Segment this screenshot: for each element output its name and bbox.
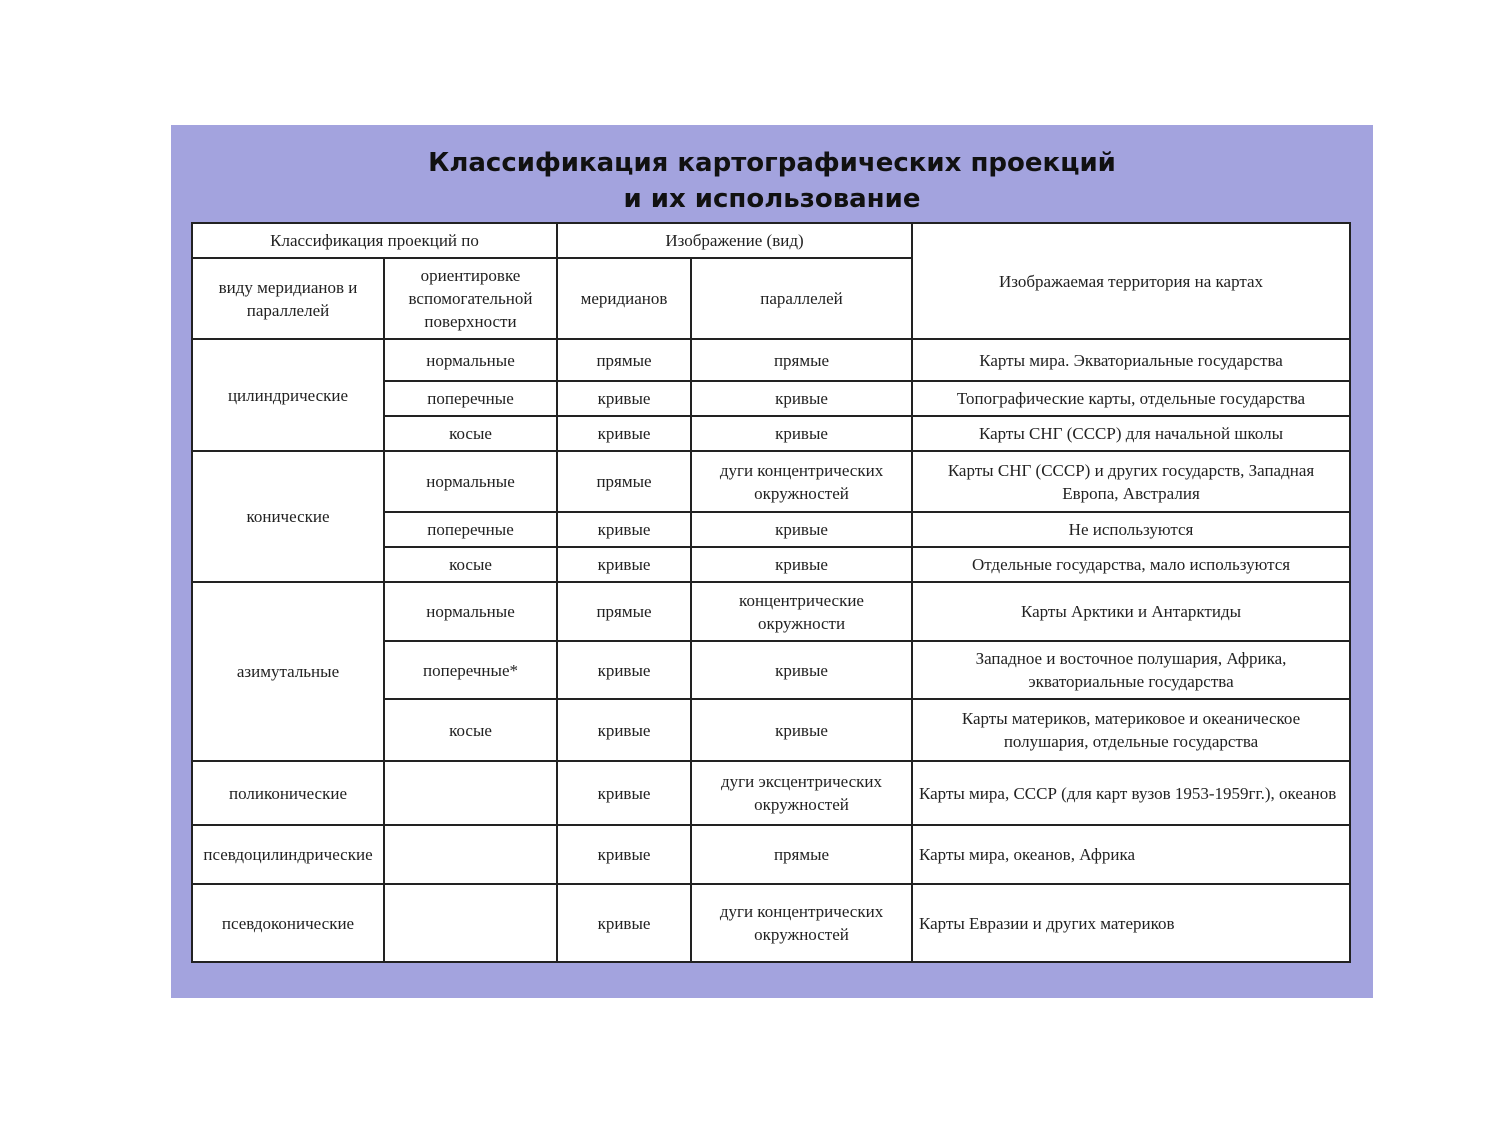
header-by-orientation: ориентировке вспомогательной поверхности: [384, 258, 557, 339]
header-image: Изображение (вид): [557, 223, 912, 258]
slide-title: [171, 145, 1373, 217]
meridians-cell: кривые: [557, 547, 691, 582]
projection-type-cell: конические: [192, 451, 384, 582]
meridians-cell: кривые: [557, 416, 691, 451]
territory-cell: Карты СНГ (СССР) и других государств, Западная Европа, Австралия: [912, 451, 1350, 512]
table-row: [192, 761, 1350, 825]
meridians-cell: кривые: [557, 381, 691, 416]
orientation-cell: [384, 825, 557, 884]
table-row: [192, 884, 1350, 962]
meridians-cell: прямые: [557, 451, 691, 512]
orientation-cell: [384, 761, 557, 825]
parallels-cell: концентрические окружности: [691, 582, 912, 641]
parallels-cell: кривые: [691, 381, 912, 416]
orientation-cell: поперечные*: [384, 641, 557, 699]
parallels-cell: дуги концентрических окружностей: [691, 451, 912, 512]
parallels-cell: кривые: [691, 547, 912, 582]
meridians-cell: прямые: [557, 339, 691, 381]
meridians-cell: кривые: [557, 884, 691, 962]
parallels-cell: кривые: [691, 416, 912, 451]
header-meridians: меридианов: [557, 258, 691, 339]
table-row: [192, 825, 1350, 884]
orientation-cell: нормальные: [384, 339, 557, 381]
table-row: [192, 451, 1350, 512]
orientation-cell: [384, 884, 557, 962]
projection-type-cell: цилиндрические: [192, 339, 384, 451]
orientation-cell: косые: [384, 547, 557, 582]
territory-cell: Не используются: [912, 512, 1350, 547]
territory-cell: Карты Арктики и Антарктиды: [912, 582, 1350, 641]
territory-cell: Топографические карты, отдельные государства: [912, 381, 1350, 416]
projection-type-cell: псевдоконические: [192, 884, 384, 962]
header-parallels: параллелей: [691, 258, 912, 339]
territory-cell: Карты СНГ (СССР) для начальной школы: [912, 416, 1350, 451]
meridians-cell: прямые: [557, 582, 691, 641]
orientation-cell: нормальные: [384, 451, 557, 512]
territory-cell: Карты Евразии и других материков: [912, 884, 1350, 962]
projections-table: [191, 222, 1351, 963]
header-by-meridians: виду меридианов и параллелей: [192, 258, 384, 339]
header-row-1: [192, 223, 1350, 258]
parallels-cell: кривые: [691, 699, 912, 761]
territory-cell: Западное и восточное полушария, Африка, экваториальные государства: [912, 641, 1350, 699]
meridians-cell: кривые: [557, 512, 691, 547]
territory-cell: Карты мира, СССР (для карт вузов 1953-1959гг.), океанов: [912, 761, 1350, 825]
meridians-cell: кривые: [557, 699, 691, 761]
table-row: [192, 339, 1350, 381]
territory-cell: Карты мира. Экваториальные государства: [912, 339, 1350, 381]
territory-cell: Карты мира, океанов, Африка: [912, 825, 1350, 884]
orientation-cell: нормальные: [384, 582, 557, 641]
projection-type-cell: азимутальные: [192, 582, 384, 761]
table-row: [192, 582, 1350, 641]
title-line-2: и их использование: [623, 184, 921, 214]
parallels-cell: дуги эксцентрических окружностей: [691, 761, 912, 825]
parallels-cell: кривые: [691, 641, 912, 699]
orientation-cell: косые: [384, 699, 557, 761]
territory-cell: Карты материков, материковое и океаническое полушария, отдельные государства: [912, 699, 1350, 761]
orientation-cell: поперечные: [384, 381, 557, 416]
meridians-cell: кривые: [557, 641, 691, 699]
orientation-cell: косые: [384, 416, 557, 451]
projection-type-cell: псевдоцилиндрические: [192, 825, 384, 884]
projection-type-cell: поликонические: [192, 761, 384, 825]
parallels-cell: прямые: [691, 825, 912, 884]
orientation-cell: поперечные: [384, 512, 557, 547]
parallels-cell: дуги концентрических окружностей: [691, 884, 912, 962]
territory-cell: Отдельные государства, мало используются: [912, 547, 1350, 582]
slide-panel: [171, 125, 1373, 998]
header-territory: Изображаемая территория на картах: [912, 223, 1350, 339]
parallels-cell: кривые: [691, 512, 912, 547]
meridians-cell: кривые: [557, 761, 691, 825]
parallels-cell: прямые: [691, 339, 912, 381]
header-classification: Классификация проекций по: [192, 223, 557, 258]
meridians-cell: кривые: [557, 825, 691, 884]
title-line-1: Классификация картографических проекций: [428, 148, 1116, 178]
